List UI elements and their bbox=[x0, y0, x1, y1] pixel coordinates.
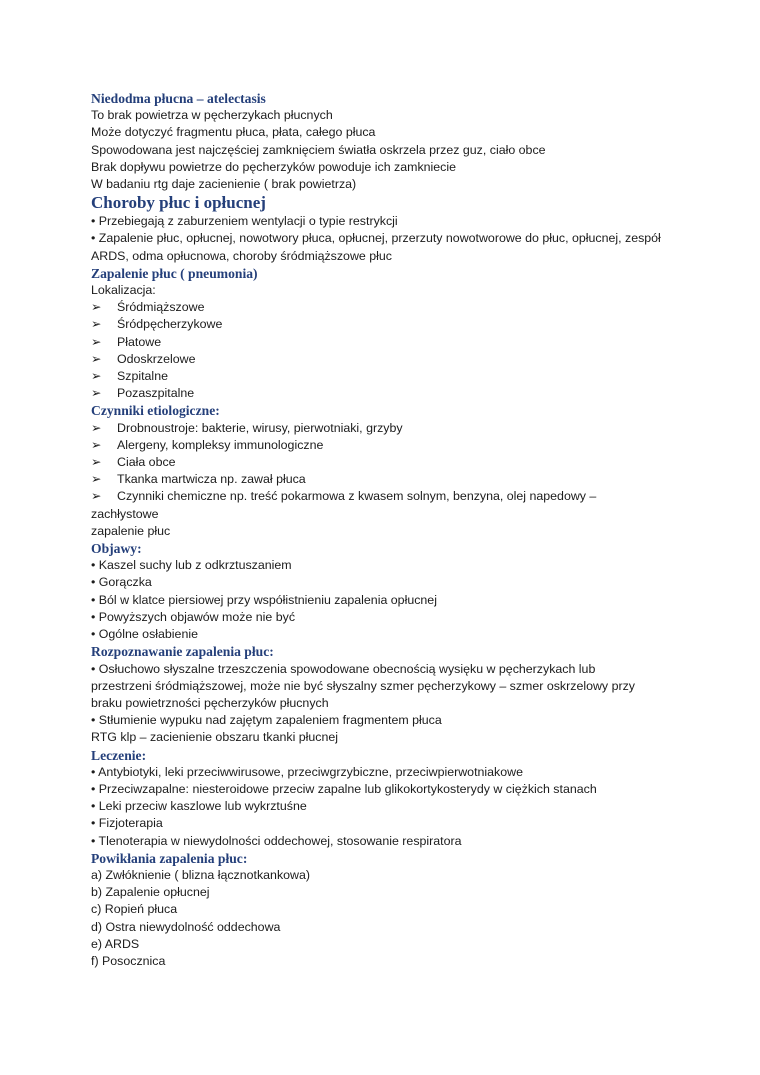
section-heading-rozpoznawanie: Rozpoznawanie zapalenia płuc: bbox=[91, 644, 274, 660]
document-content bbox=[91, 90, 691, 970]
bullet-item: • Fizjoterapia bbox=[91, 816, 163, 831]
section-heading-zapalenie: Zapalenie płuc ( pneumonia) bbox=[91, 265, 258, 281]
section-heading-atelectasis: Niedodma płucna – atelectasis bbox=[91, 91, 266, 106]
bullet-item: • Gorączka bbox=[91, 575, 152, 590]
arrow-bullet-icon: ➢ bbox=[91, 334, 102, 349]
section-heading-objawy: Objawy: bbox=[91, 541, 142, 557]
text-line: RTG klp – zacienienie obszaru tkanki płucnej bbox=[91, 730, 339, 745]
list-item bbox=[91, 488, 691, 505]
list-item-text: Czynniki chemiczne np. treść pokarmowa z kwasem solnym, benzyna, olej napedowy – bbox=[117, 489, 597, 504]
list-item-text: Alergeny, kompleksy immunologiczne bbox=[117, 437, 324, 452]
section-heading-leczenie: Leczenie: bbox=[91, 747, 147, 763]
text-line: Brak dopływu powietrze do pęcherzyków powoduje ich zamkniecie bbox=[91, 159, 457, 174]
arrow-bullet-icon: ➢ bbox=[91, 420, 102, 435]
bullet-item: • Przeciwzapalne: niesteroidowe przeciw zapalne lub glikokortykosterydy w ciężkich stanach bbox=[91, 781, 597, 796]
section-heading-choroby: Choroby płuc i opłucnej bbox=[91, 193, 266, 213]
list-item bbox=[91, 385, 691, 402]
bullet-item: • Osłuchowo słyszalne trzeszczenia spowodowane obecnością wysięku w pęcherzykach lub przestrzeni śródmiąższowej, może nie być słyszalny szmer pęcherzykowy – szmer oskrzelowy przy braku powietrzności pęcherzyków płucnych bbox=[91, 661, 635, 710]
list-item-text: Płatowe bbox=[117, 334, 162, 349]
arrow-bullet-icon: ➢ bbox=[91, 351, 102, 366]
list-item bbox=[91, 420, 691, 437]
bullet-item: • Przebiegają z zaburzeniem wentylacji o typie restrykcji bbox=[91, 214, 398, 229]
text-line: Spowodowana jest najczęściej zamknięciem światła oskrzela przez guz, ciało obce bbox=[91, 142, 546, 157]
bullet-item: • Powyższych objawów może nie być bbox=[91, 609, 296, 624]
list-item bbox=[91, 368, 691, 385]
arrow-bullet-icon: ➢ bbox=[91, 472, 102, 487]
list-item-text: Tkanka martwicza np. zawał płuca bbox=[117, 472, 306, 487]
bullet-item: • Tlenoterapia w niewydolności oddechowej, stosowanie respiratora bbox=[91, 833, 462, 848]
lokalizacja-label: Lokalizacja: bbox=[91, 283, 156, 298]
section-heading-czynniki: Czynniki etiologiczne: bbox=[91, 403, 220, 419]
arrow-bullet-icon: ➢ bbox=[91, 369, 102, 384]
list-item-text: Drobnoustroje: bakterie, wirusy, pierwotniaki, grzyby bbox=[117, 420, 403, 435]
bullet-item: • Stłumienie wypuku nad zajętym zapaleniem fragmentem płuca bbox=[91, 713, 442, 728]
section-heading-powiklania: Powikłania zapalenia płuc: bbox=[91, 850, 248, 866]
list-item: c) Ropień płuca bbox=[91, 902, 178, 917]
list-item-text: Śródmiąższowe bbox=[117, 300, 205, 315]
arrow-bullet-icon: ➢ bbox=[91, 437, 102, 452]
list-item-text: Szpitalne bbox=[117, 369, 168, 384]
bullet-item: • Ogólne osłabienie bbox=[91, 627, 198, 642]
arrow-bullet-icon: ➢ bbox=[91, 300, 102, 315]
bullet-item: • Leki przeciw kaszlowe lub wykrztuśne bbox=[91, 799, 307, 814]
list-item bbox=[91, 299, 691, 316]
arrow-bullet-icon: ➢ bbox=[91, 386, 102, 401]
list-item bbox=[91, 437, 691, 454]
list-item bbox=[91, 316, 691, 333]
list-item-text: Pozaszpitalne bbox=[117, 386, 195, 401]
arrow-bullet-icon: ➢ bbox=[91, 317, 102, 332]
list-item-text: Ciała obce bbox=[117, 455, 176, 470]
list-item: b) Zapalenie opłucnej bbox=[91, 885, 210, 900]
list-item-text: Odoskrzelowe bbox=[117, 351, 196, 366]
list-item-text: Śródpęcherzykowe bbox=[117, 317, 223, 332]
list-item: a) Zwłóknienie ( blizna łącznotkankowa) bbox=[91, 867, 311, 882]
list-item bbox=[91, 454, 691, 471]
list-item bbox=[91, 351, 691, 368]
list-item bbox=[91, 471, 691, 488]
bullet-item: • Ból w klatce piersiowej przy współistnieniu zapalenia opłucnej bbox=[91, 592, 437, 607]
continuation-line: zapalenie płuc bbox=[91, 523, 171, 538]
continuation-line: zachłystowe bbox=[91, 506, 159, 521]
list-item: d) Ostra niewydolność oddechowa bbox=[91, 919, 281, 934]
arrow-bullet-icon: ➢ bbox=[91, 489, 102, 504]
text-line: Może dotyczyć fragmentu płuca, płata, całego płuca bbox=[91, 125, 376, 140]
bullet-item: • Kaszel suchy lub z odkrztuszaniem bbox=[91, 558, 292, 573]
arrow-bullet-icon: ➢ bbox=[91, 455, 102, 470]
text-line: To brak powietrza w pęcherzykach płucnych bbox=[91, 108, 333, 123]
bullet-item: • Zapalenie płuc, opłucnej, nowotwory płuca, opłucnej, przerzuty nowotworowe do płuc, opłucnej, zespół ARDS, odma opłucnowa, choroby śródmiąższowe płuc bbox=[91, 231, 661, 263]
text-line: W badaniu rtg daje zacienienie ( brak powietrza) bbox=[91, 177, 357, 192]
bullet-item: • Antybiotyki, leki przeciwwirusowe, przeciwgrzybiczne, przeciwpierwotniakowe bbox=[91, 764, 523, 779]
list-item bbox=[91, 334, 691, 351]
list-item: f) Posocznica bbox=[91, 953, 166, 968]
list-item: e) ARDS bbox=[91, 936, 140, 951]
